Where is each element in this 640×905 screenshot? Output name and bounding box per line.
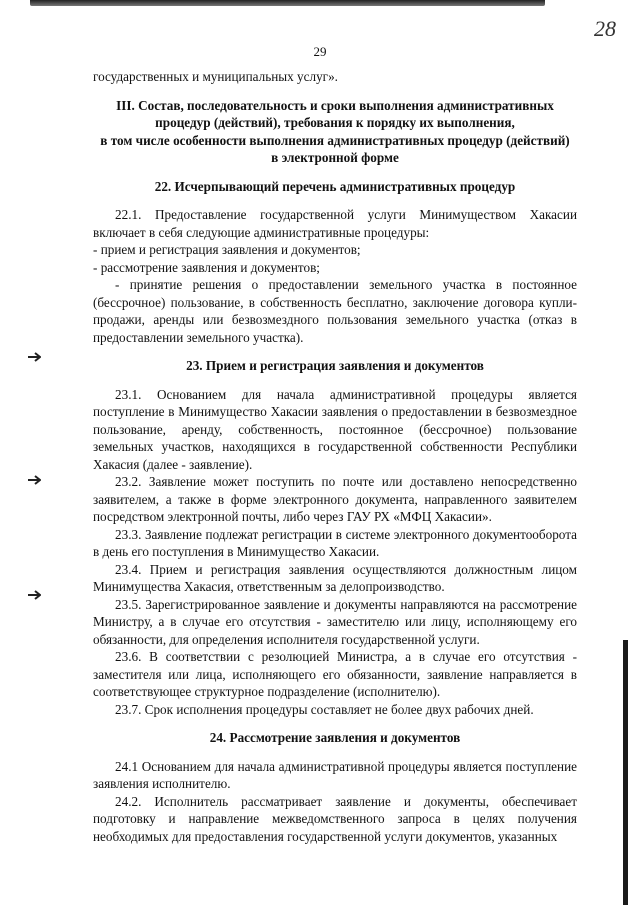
margin-arrow-icon: [27, 352, 41, 362]
page-number: 29: [313, 44, 327, 59]
list-item: - принятие решения о предоставлении земельного участка в постоянное (бессрочное) пользование, в собственность бесплатно, заключение договора купли-продажи, аренды или безвозмездного пользования земельного участка (отказ в предоставлении земельного участка).: [93, 277, 577, 345]
section-heading-line: процедур (действий), требования к порядку их выполнения,: [155, 115, 515, 130]
paragraph-22-1: 22.1. Предоставление государственной услуги Минимуществом Хакасии включает в себя следующие административные процедуры:: [93, 207, 577, 240]
list-item: - прием и регистрация заявления и документов;: [93, 242, 361, 257]
paragraph-23-3: 23.3. Заявление подлежат регистрации в системе электронного документооборота в день его поступления в Минимущество Хакасии.: [93, 526, 577, 559]
list-item: - рассмотрение заявления и документов;: [93, 259, 320, 275]
paragraph-24-1: 24.1 Основанием для начала административной процедуры является поступление заявления исполнителю.: [93, 758, 577, 791]
margin-arrow-icon: [27, 590, 41, 600]
heading-22: 22. Исчерпывающий перечень административных процедур: [154, 178, 516, 194]
heading-23: 23. Прием и регистрация заявления и документов: [186, 358, 484, 373]
handwritten-page-mark: 28: [594, 16, 616, 41]
intro-line: государственных и муниципальных услуг».: [93, 69, 338, 84]
paragraph-23-7: 23.7. Срок исполнения процедуры составляет не более двух рабочих дней.: [115, 701, 534, 717]
paragraph-24-2: 24.2. Исполнитель рассматривает заявление и документы, обеспечивает подготовку и направление межведомственного запроса в целях получения необходимых для предоставления государственной услуги документов, указанных: [93, 793, 577, 844]
paragraph-23-1: 23.1. Основанием для начала административной процедуры является поступление в Минимущество Хакасии заявления о предоставлении в безвозмездное пользование, аренду, собственность, постоянное (бессрочное) пользование земельных участков, находящихся в государственной собственности Республики Хакасия (далее - заявление).: [93, 386, 577, 472]
scan-edge-top: [30, 0, 545, 6]
section-heading-line: III. Состав, последовательность и сроки выполнения административных: [116, 97, 554, 113]
paragraph-23-5: 23.5. Зарегистрированное заявление и документы направляются на рассмотрение Министру, а в случае его отсутствия - заместителю или лицу, исполняющему его обязанности, для определения исполнителя государственной услуги.: [93, 596, 577, 647]
paragraph-23-6: 23.6. В соответствии с резолюцией Министра, а в случае его отсутствия - заместителя или лица, исполняющего его обязанности, заявление направляется в соответствующее структурное подразделение (исполнителю).: [93, 649, 577, 699]
section-heading: [93, 97, 577, 167]
section-heading-line: в электронной форме: [271, 150, 399, 165]
margin-arrow-icon: [27, 475, 41, 485]
section-heading-line: в том числе особенности выполнения административных процедур (действий): [100, 132, 570, 148]
heading-24: 24. Рассмотрение заявления и документов: [209, 730, 461, 745]
scan-edge-right: [623, 640, 628, 905]
paragraph-23-2: 23.2. Заявление может поступить по почте или доставлено непосредственно заявителем, а также в форме электронного документа, направленного заявителем посредством электронной почты, либо через ГАУ РХ «МФЦ Хакасии».: [93, 474, 577, 524]
document-body: [93, 68, 577, 845]
paragraph-23-4: 23.4. Прием и регистрация заявления осуществляются должностным лицом Минимущества Хакасия, ответственным за делопроизводство.: [93, 561, 577, 594]
